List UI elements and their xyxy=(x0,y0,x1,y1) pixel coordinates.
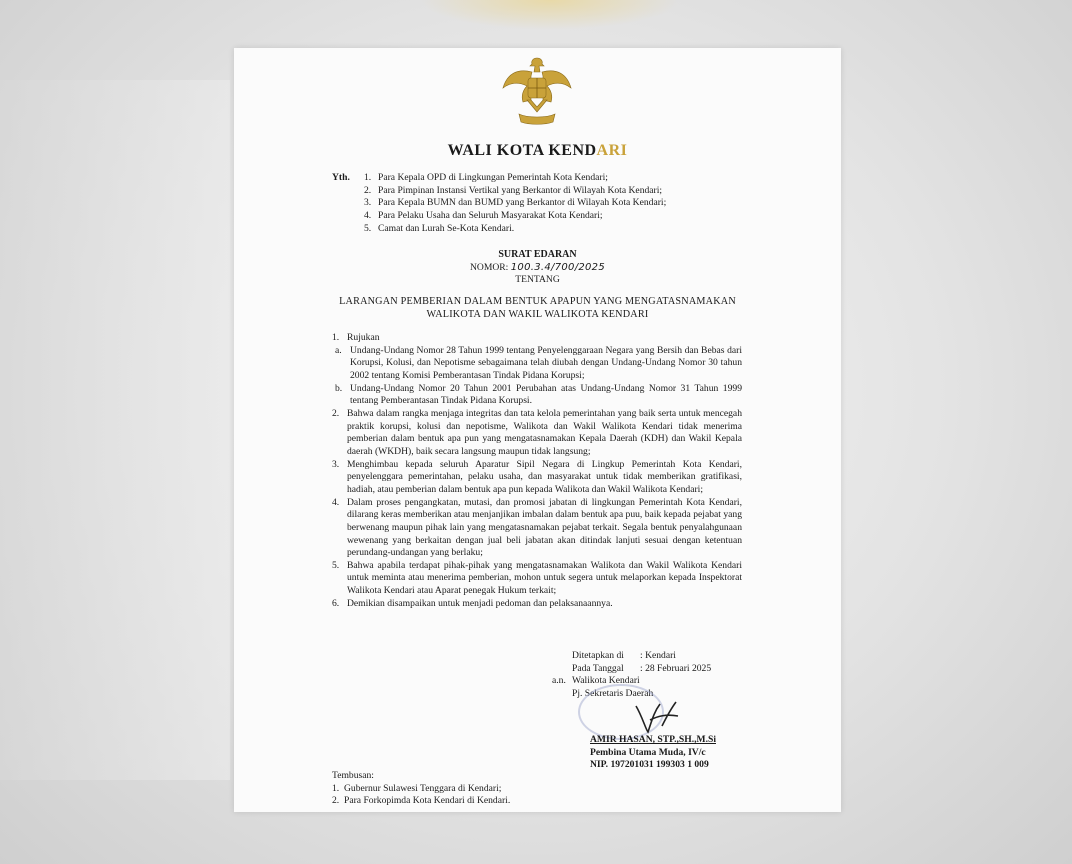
body-item: 5. Bahwa apabila terdapat pihak-pihak yang mengatasnamakan Walikota dan Wakil Walikota Kendari untuk meminta atau menerima pemberian, mohon untuk segera untuk melaporkan kepada Inspektorat Walikota Kendari atau Aparat penegak Hukum terkait; xyxy=(332,559,742,597)
body-item: 1. Rujukan xyxy=(332,332,380,343)
document-page xyxy=(234,48,841,812)
tembusan-label: Tembusan: xyxy=(332,770,374,781)
signatory-rank: Pembina Utama Muda, IV/c xyxy=(590,746,706,758)
handwritten-signature xyxy=(632,696,682,736)
ditetapkan-row: Ditetapkan di : Kendari xyxy=(572,650,676,661)
signatory-name: AMIR HASAN, STP.,SH.,M.Si xyxy=(590,734,716,745)
letter-body xyxy=(332,332,742,610)
recipient-item: 4. Para Pelaku Usaha dan Seluruh Masyarakat Kota Kendari; xyxy=(364,209,603,221)
surat-edaran-heading: SURAT EDARAN xyxy=(498,249,577,260)
tembusan-item: 2. Para Forkopimda Kota Kendari di Kendari. xyxy=(332,795,511,807)
background-blur-top xyxy=(420,0,680,30)
recipient-item: 5. Camat dan Lurah Se-Kota Kendari. xyxy=(364,222,515,234)
garuda-emblem-icon xyxy=(497,52,577,132)
tembusan-block xyxy=(332,770,632,808)
recipient-label: Yth. xyxy=(332,172,350,183)
recipient-item: 2. Para Pimpinan Instansi Vertikal yang Berkantor di Wilayah Kota Kendari; xyxy=(364,184,663,196)
body-subitem: b. Undang-Undang Nomor 20 Tahun 2001 Perubahan atas Undang-Undang Nomor 31 Tahun 1999 tentang Pemberantasan Tindak Pidana Korupsi. xyxy=(335,382,742,407)
background-blur-left xyxy=(0,80,230,780)
surat-tentang: TENTANG xyxy=(515,274,560,285)
pj-row: Pj. Sekretaris Daerah xyxy=(572,687,654,699)
an-row: a.n. Walikota Kendari xyxy=(552,675,640,687)
body-item: 2. Bahwa dalam rangka menjaga integritas dan tata kelola pemerintahan yang baik serta untuk mencegah praktik korupsi, kolusi dan nepotisme, Walikota dan Wakil Walikota Kendari tidak menerima pemberian dalam bentuk apa pun yang mengatasnamakan Kepala Daerah (KDH) dan Wakil Kepala daerah (WKDH), baik secara langsung maupun tidak langsung; xyxy=(332,407,742,457)
handwritten-number: 100.3.4/700/2025 xyxy=(510,262,606,273)
signatory xyxy=(590,734,716,772)
body-item: 4. Dalam proses pengangkatan, mutasi, dan promosi jabatan di lingkungan Pemerintah Kota Kendari, dilarang keras memberikan atau menjanjikan imbalan dalam bentuk apa puu, baik kepada pejabat yang berwenang maupun pihak lain yang mengatasnamakan pejabat terkait. Segala bentuk penyalahgunaan wewenang yang berkaitan dengan jual beli jabatan akan ditindak lanjuti sesuai dengan ketentuan perundang-undangan yang berlaku; xyxy=(332,496,742,559)
tanggal-row: Pada Tanggal : 28 Februari 2025 xyxy=(572,662,712,674)
body-item: 3. Menghimbau kepada seluruh Aparatur Sipil Negara di Lingkup Pemerintah Kota Kendari, penyelenggara pemerintahan, pelaku usaha, dan masyarakat untuk tidak memberikan gratifikasi, hadiah, atau pemberian dalam bentuk apa pun kepada Walikota dan Wakil Walikota Kendari; xyxy=(332,458,742,495)
body-item: 6. Demikian disampaikan untuk menjadi pedoman dan pelaksanaannya. xyxy=(332,597,613,609)
recipient-item: 3. Para Kepala BUMN dan BUMD yang Berkantor di Wilayah Kota Kendari; xyxy=(364,197,667,209)
body-subitem: a. Undang-Undang Nomor 28 Tahun 1999 tentang Penyelenggaraan Negara yang Bersih dan Bebas dari Korupsi, Kolusi, dan Nepotisme sebagaimana telah diubah dengan Undang-Undang Nomor 30 tahun 2002 tentang Komisi Pemberantasan Tindak Pidana Korupsi; xyxy=(335,344,742,381)
surat-nomor: NOMOR: 100.3.4/700/2025 xyxy=(469,262,606,273)
signatory-nip: NIP. 197201031 199303 1 009 xyxy=(590,759,709,771)
letterhead-title: WALI KOTA KENDARI xyxy=(447,142,628,159)
surat-subject: LARANGAN PEMBERIAN DALAM BENTUK APAPUN YANG MENGATASNAMAKAN WALIKOTA DAN WAKIL WALIKOTA KENDARI xyxy=(339,296,736,321)
recipient-item: 1. Para Kepala OPD di Lingkungan Pemerintah Kota Kendari; xyxy=(364,172,608,183)
tembusan-item: 1. Gubernur Sulawesi Tenggara di Kendari; xyxy=(332,782,502,794)
